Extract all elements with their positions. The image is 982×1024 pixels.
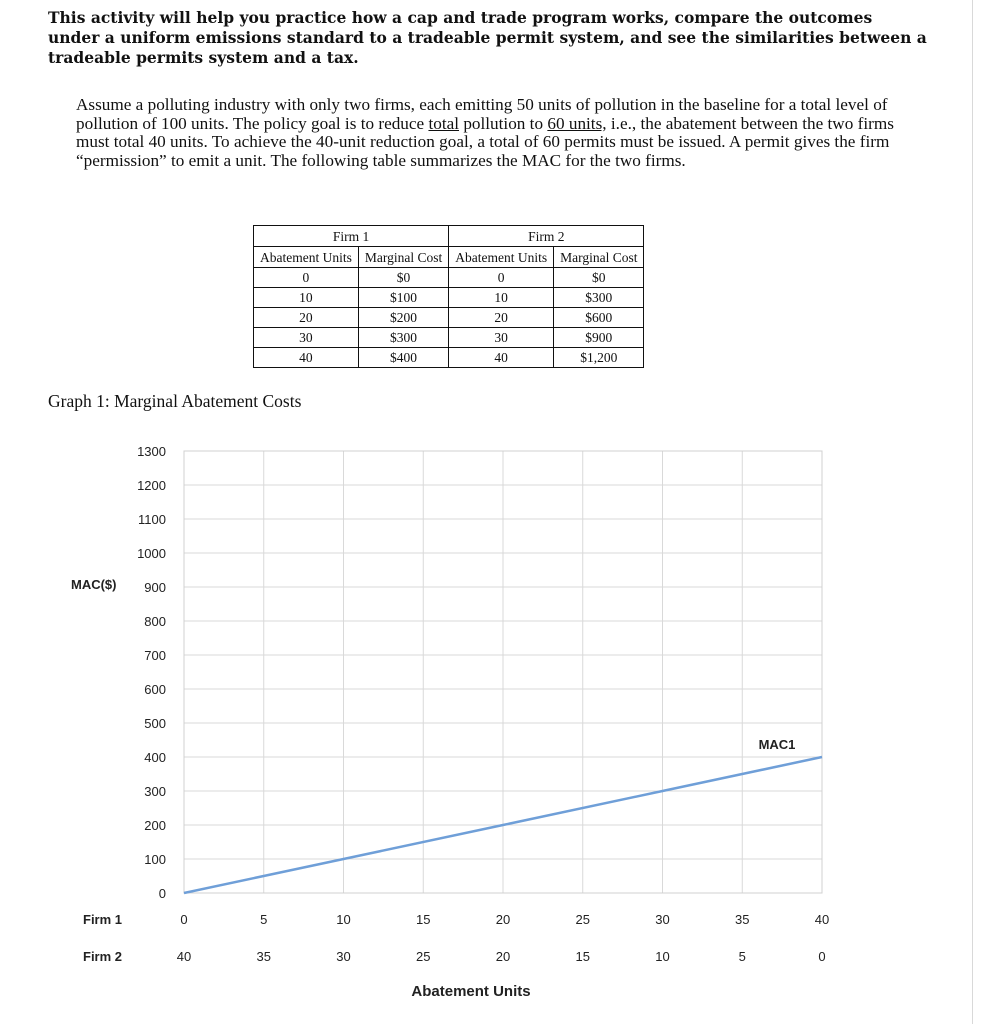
series-label: MAC1	[758, 737, 796, 752]
firm2-header: Firm 2	[449, 226, 644, 247]
paragraph-part-3: i.e., the abatement between the two firms must total 40 units. To achieve the 40-unit reduction goal, a total of 60 permits must be issued. A permit gives the firm “permission” to emit a unit. The following table summarizes the MAC for the two firms.	[76, 113, 894, 170]
table-cell: 40	[254, 348, 359, 368]
firm1-tick-label: 10	[336, 912, 351, 927]
firm2-tick-label: 15	[575, 949, 590, 964]
y-tick-label: 0	[158, 886, 166, 901]
table-cell: $0	[554, 268, 644, 288]
table-cell: 20	[449, 308, 554, 328]
paragraph-part-2: pollution to	[459, 113, 548, 133]
table-cell: $0	[358, 268, 448, 288]
y-tick-label: 800	[144, 614, 166, 629]
firm2-tick-label: 30	[336, 949, 351, 964]
firm1-tick-label: 15	[416, 912, 431, 927]
table-cell: 30	[449, 328, 554, 348]
firm1-tick-label: 30	[655, 912, 670, 927]
table-cell: 10	[449, 288, 554, 308]
y-tick-label: 900	[144, 580, 166, 595]
graph-title: Graph 1: Marginal Abatement Costs	[48, 391, 302, 411]
firm2-cost-header: Marginal Cost	[554, 247, 644, 268]
underlined-total: total	[428, 113, 460, 133]
table-cell: 0	[254, 268, 359, 288]
y-tick-label: 600	[144, 682, 166, 697]
y-tick-label: 700	[144, 648, 166, 663]
firm2-tick-label: 0	[818, 949, 826, 964]
y-tick-label: 300	[144, 784, 166, 799]
firm1-row-label: Firm 1	[83, 912, 123, 927]
x-axis-label: Abatement Units	[411, 983, 531, 1000]
y-tick-label: 400	[144, 750, 166, 765]
firm1-cost-header: Marginal Cost	[358, 247, 448, 268]
underlined-60-units: 60 units,	[547, 113, 607, 133]
firm2-tick-label: 10	[655, 949, 670, 964]
firm2-tick-label: 25	[416, 949, 431, 964]
table-cell: $100	[358, 288, 448, 308]
table-cell: $300	[358, 328, 448, 348]
y-tick-label: 200	[144, 818, 166, 833]
table-cell: $1,200	[554, 348, 644, 368]
firm2-tick-label: 20	[495, 949, 511, 964]
table-cell: $300	[554, 288, 644, 308]
firm2-tick-label: 5	[738, 949, 746, 964]
firm1-tick-label: 25	[575, 912, 590, 927]
table-cell: $600	[554, 308, 644, 328]
table-cell: 10	[254, 288, 359, 308]
table-cell: $900	[554, 328, 644, 348]
y-tick-label: 1100	[138, 512, 166, 527]
y-tick-label: 1300	[137, 444, 166, 459]
table-cell: $400	[358, 348, 448, 368]
y-tick-label: 500	[144, 716, 166, 731]
table-cell: 20	[254, 308, 359, 328]
table-cell: 40	[449, 348, 554, 368]
y-axis-label: MAC($)	[71, 577, 117, 592]
firm1-tick-label: 35	[735, 912, 750, 927]
firm2-tick-label: 35	[256, 949, 271, 964]
firm1-tick-label: 40	[814, 912, 830, 927]
firm2-units-header: Abatement Units	[449, 247, 554, 268]
intro-text: This activity will help you practice how a cap and trade program works, compare the outcomes under a uniform emissions standard to a tradeable permit system, and see the similarities between a tradeable permits system and a tax.	[48, 8, 927, 67]
y-tick-label: 1000	[137, 546, 166, 561]
firm1-header: Firm 1	[254, 226, 449, 247]
table-cell: 30	[254, 328, 359, 348]
firm1-units-header: Abatement Units	[254, 247, 359, 268]
firm1-tick-label: 20	[495, 912, 511, 927]
firm1-tick-label: 5	[260, 912, 268, 927]
paragraph-part-1: Assume a polluting industry with only two firms, each emitting 50 units of pollution in the baseline for a total level of pollution of 100 units. The policy goal is to reduce	[76, 95, 888, 133]
y-tick-label: 1200	[137, 478, 166, 493]
firm1-tick-label: 0	[180, 912, 188, 927]
table-cell: $200	[358, 308, 448, 328]
firm2-tick-label: 40	[176, 949, 192, 964]
y-tick-label: 100	[144, 852, 166, 867]
table-cell: 0	[449, 268, 554, 288]
firm2-row-label: Firm 2	[83, 949, 123, 964]
